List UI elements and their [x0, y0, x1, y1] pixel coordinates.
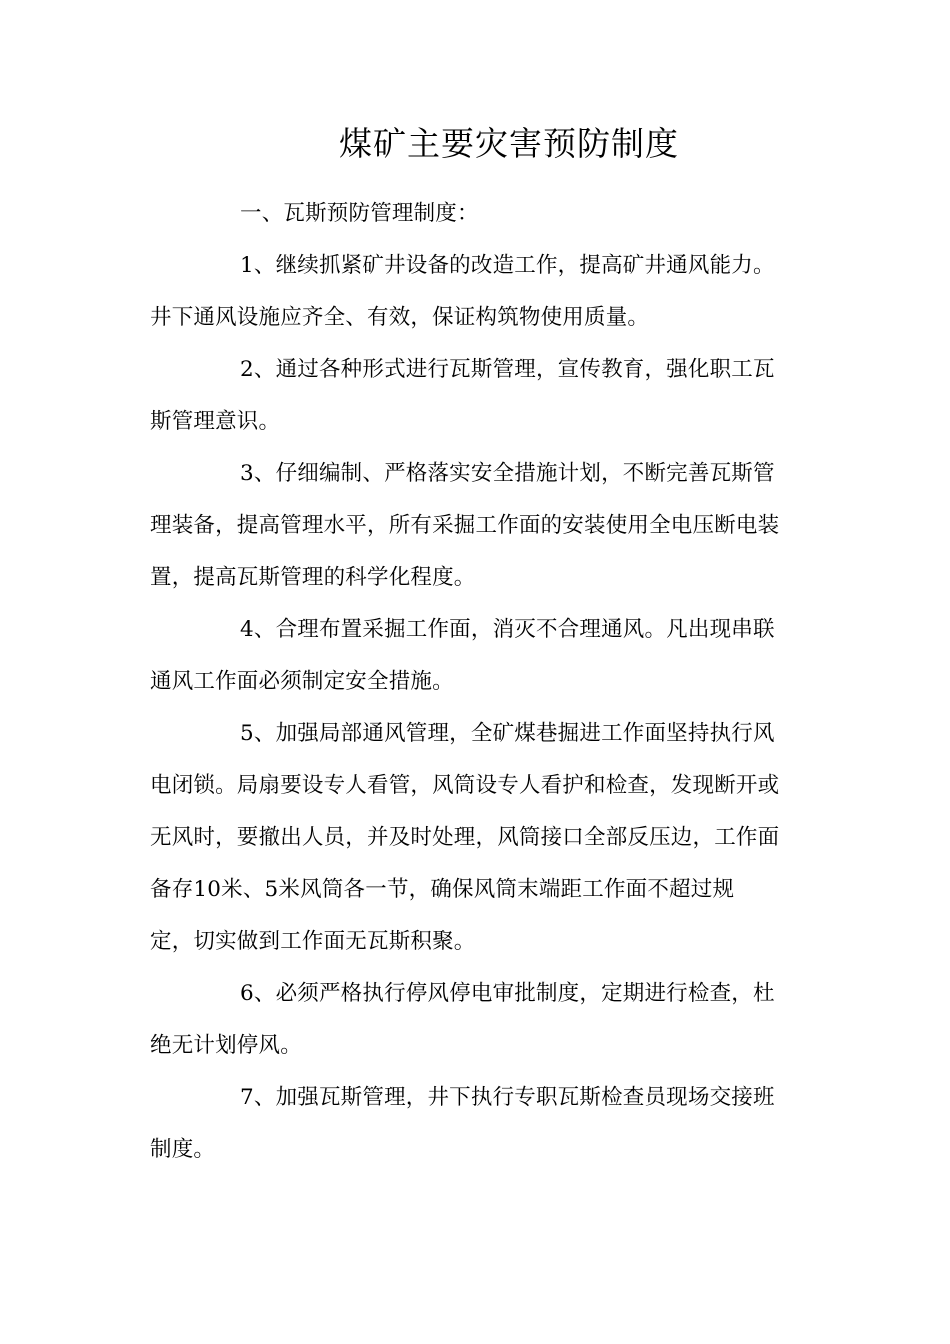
- paragraph-line: 无风时，要撤出人员，并及时处理，风筒接口全部反压边，工作面: [150, 825, 780, 850]
- paragraph-line: 理装备，提高管理水平，所有采掘工作面的安装使用全电压断电装: [150, 513, 780, 538]
- paragraph-line: 制度。: [150, 1137, 216, 1162]
- paragraph-line: 通风工作面必须制定安全措施。: [150, 669, 454, 694]
- paragraph-line: 绝无计划停风。: [150, 1033, 302, 1058]
- paragraph-line: 3、仔细编制、严格落实安全措施计划，不断完善瓦斯管: [240, 461, 775, 486]
- paragraph-line: 7、加强瓦斯管理，井下执行专职瓦斯检查员现场交接班: [240, 1085, 775, 1110]
- paragraph-line: 置，提高瓦斯管理的科学化程度。: [150, 565, 476, 590]
- section-heading: 一、瓦斯预防管理制度：: [240, 201, 479, 226]
- paragraph-line: 电闭锁。局扇要设专人看管，风筒设专人看护和检查，发现断开或: [150, 773, 780, 798]
- paragraph-line: 井下通风设施应齐全、有效，保证构筑物使用质量。: [150, 305, 650, 330]
- paragraph-line: 1、继续抓紧矿井设备的改造工作，提高矿井通风能力。: [240, 253, 775, 278]
- document-body: [150, 188, 805, 1176]
- paragraph-line: 4、合理布置采掘工作面，消灭不合理通风。凡出现串联: [240, 617, 775, 642]
- paragraph-line: 斯管理意识。: [150, 409, 281, 434]
- paragraph-line: 2、通过各种形式进行瓦斯管理，宣传教育，强化职工瓦: [240, 357, 775, 382]
- paragraph-line: 5、加强局部通风管理，全矿煤巷掘进工作面坚持执行风: [240, 721, 775, 746]
- paragraph-line: 6、必须严格执行停风停电审批制度，定期进行检查，杜: [240, 981, 775, 1006]
- document-title: 煤矿主要灾害预防制度: [339, 124, 679, 163]
- paragraph-line: 定，切实做到工作面无瓦斯积聚。: [150, 929, 476, 954]
- paragraph-line: 备存10米、5米风筒各一节，确保风筒末端距工作面不超过规: [150, 877, 735, 902]
